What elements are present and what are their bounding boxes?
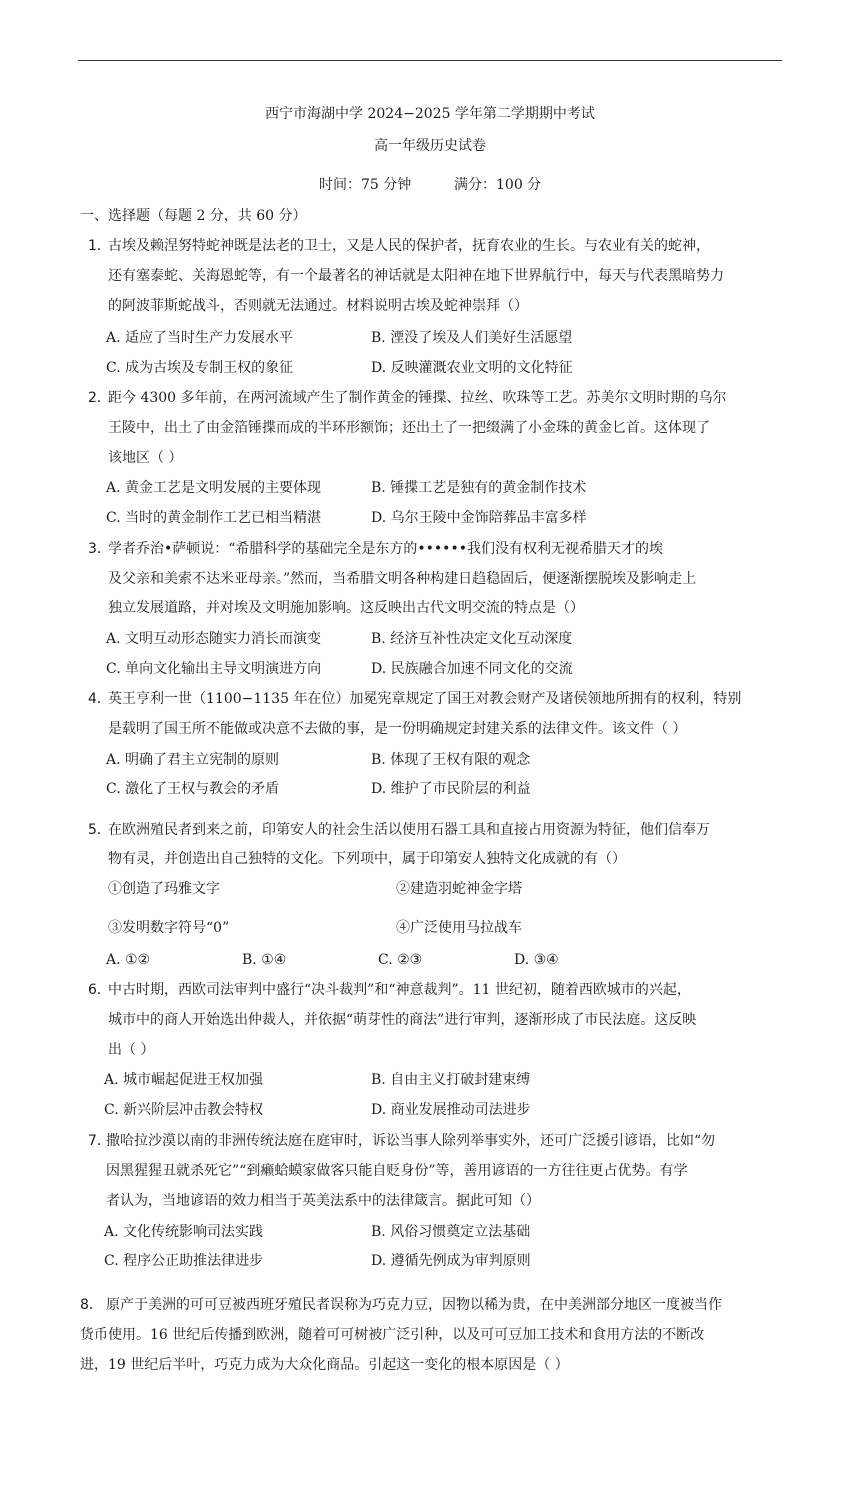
option-b: B. 锤揲工艺是独有的黄金制作技术 [371,480,587,496]
question-number: 8． [80,1297,103,1313]
question-line: 的阿波菲斯蛇战斗，否则就无法通过。材料说明古埃及蛇神崇拜（） [108,298,528,314]
option-c: C. 程序公正助推法律进步 [104,1253,264,1269]
statement-item: ②建造羽蛇神金字塔 [396,881,522,897]
question-line: 进，19 世纪后半叶，巧克力成为大众化商品。引起这一变化的根本原因是（ ） [80,1357,569,1373]
option-a: A. 黄金工艺是文明发展的主要体现 [106,480,322,496]
option-d: D. 乌尔王陵中金饰陪葬品丰富多样 [371,510,587,526]
option-a: A. 文明互动形态随实力消长而演变 [106,631,322,647]
question-line: 距今 4300 多年前，在两河流域产生了制作黄金的锤揲、拉丝、吹珠等工艺。苏美尔文明时期的乌尔 [108,390,727,406]
question-number: 7． [88,1133,111,1149]
question-line: 该地区（ ） [108,450,183,466]
question-line: 原产于美洲的可可豆被西班牙殖民者误称为巧克力豆，因物以稀为贵，在中美洲部分地区一度被当作 [106,1297,722,1313]
option-d: D. ③④ [514,952,559,968]
option-b: B. 体现了王权有限的观念 [371,752,531,768]
question-line: 及父亲和美索不达米亚母亲。”然而，当希腊文明各种构建日趋稳固后，便逐渐摆脱埃及影响走上 [108,571,697,587]
header-rule [78,60,782,61]
exam-score: 满分：100 分 [454,177,542,193]
question-number: 2． [88,390,111,406]
option-a: A. 适应了当时生产力发展水平 [106,330,294,346]
option-a: A. 文化传统影响司法实践 [104,1224,264,1240]
option-a: A. ①② [106,952,151,968]
option-b: B. 自由主义打破封建束缚 [371,1072,531,1088]
option-c: C. 激化了王权与教会的矛盾 [106,781,280,797]
question-line: 者认为，当地谚语的效力相当于英美法系中的法律箴言。据此可知（） [106,1193,540,1209]
question-line: 学者乔治•萨顿说：“希腊科学的基础完全是东方的••••••我们没有权利无视希腊天才的埃 [108,541,663,557]
question-number: 5． [88,822,111,838]
exam-time: 时间：75 分钟 [319,177,412,193]
question-line: 城市中的商人开始选出仲裁人，并依据“萌芽性的商法”进行审判，逐渐形成了市民法庭。这反映 [108,1012,697,1028]
question-line: 独立发展道路，并对埃及文明施加影响。这反映出古代文明交流的特点是（） [108,600,584,616]
option-c: C. 成为古埃及专制王权的象征 [106,360,294,376]
option-b: B. ①④ [242,952,287,968]
question-line: 还有塞泰蛇、关海恩蛇等，有一个最著名的神话就是太阳神在地下世界航行中，每天与代表黑暗势力 [108,268,724,284]
option-c: C. ②③ [378,952,423,968]
option-d: D. 商业发展推动司法进步 [371,1102,531,1118]
option-c: C. 当时的黄金制作工艺已相当精湛 [106,510,322,526]
exam-title: 西宁市海湖中学 2024−2025 学年第二学期期中考试 [265,106,595,122]
statement-item: ①创造了玛雅文字 [108,881,220,897]
question-line: 出（ ） [108,1042,155,1058]
question-line: 中古时期，西欧司法审判中盛行“决斗裁判”和“神意裁判”。11 世纪初，随着西欧城市的兴起， [108,982,691,998]
option-a: A. 城市崛起促进王权加强 [104,1072,264,1088]
question-line: 古埃及赖涅努特蛇神既是法老的卫士，又是人民的保护者，抚育农业的生长。与农业有关的蛇神， [108,238,710,254]
option-b: B. 经济互补性决定文化互动深度 [371,631,573,647]
option-d: D. 民族融合加速不同文化的交流 [371,661,573,677]
statement-item: ④广泛使用马拉战车 [396,920,522,936]
question-number: 4． [88,691,111,707]
question-line: 撒哈拉沙漠以南的非洲传统法庭在庭审时，诉讼当事人除列举事实外，还可广泛援引谚语，比如“勿 [106,1133,716,1149]
question-line: 货币使用。16 世纪后传播到欧洲，随着可可树被广泛引种，以及可可豆加工技术和食用方法的不断改 [80,1327,705,1343]
option-b: B. 湮没了埃及人们美好生活愿望 [371,330,573,346]
statement-item: ③发明数字符号“0” [108,920,230,936]
question-line: 因黑猩猩丑就杀死它”“到癞蛤蟆家做客只能自贬身份”等，善用谚语的一方往往更占优势。有学 [106,1163,688,1179]
option-d: D. 反映灌溉农业文明的文化特征 [371,360,573,376]
question-line: 是载明了国王所不能做或决意不去做的事，是一份明确规定封建关系的法律文件。该文件（ ） [108,721,687,737]
option-a: A. 明确了君主立宪制的原则 [106,752,280,768]
exam-subtitle: 高一年级历史试卷 [374,138,486,154]
question-number: 1． [88,238,111,254]
question-line: 物有灵，并创造出自己独特的文化。下列项中，属于印第安人独特文化成就的有（） [108,851,626,867]
option-b: B. 风俗习惯奠定立法基础 [371,1224,531,1240]
question-line: 在欧洲殖民者到来之前，印第安人的社会生活以使用石器工具和直接占用资源为特征，他们信奉万 [108,822,710,838]
question-number: 3． [88,541,111,557]
section-heading: 一、选择题（每题 2 分，共 60 分） [80,208,307,224]
option-c: C. 新兴阶层冲击教会特权 [104,1102,264,1118]
option-c: C. 单向文化输出主导文明演进方向 [106,661,322,677]
option-d: D. 维护了市民阶层的利益 [371,781,531,797]
question-line: 英王亨利一世（1100−1135 年在位）加冕宪章规定了国王对教会财产及诸侯领地所拥有的权利，特别 [108,691,742,707]
option-d: D. 遵循先例成为审判原则 [371,1253,531,1269]
question-line: 王陵中，出土了由金箔锤揲而成的半环形额饰；还出土了一把缀满了小金珠的黄金匕首。这体现了 [108,420,710,436]
question-number: 6． [88,982,111,998]
